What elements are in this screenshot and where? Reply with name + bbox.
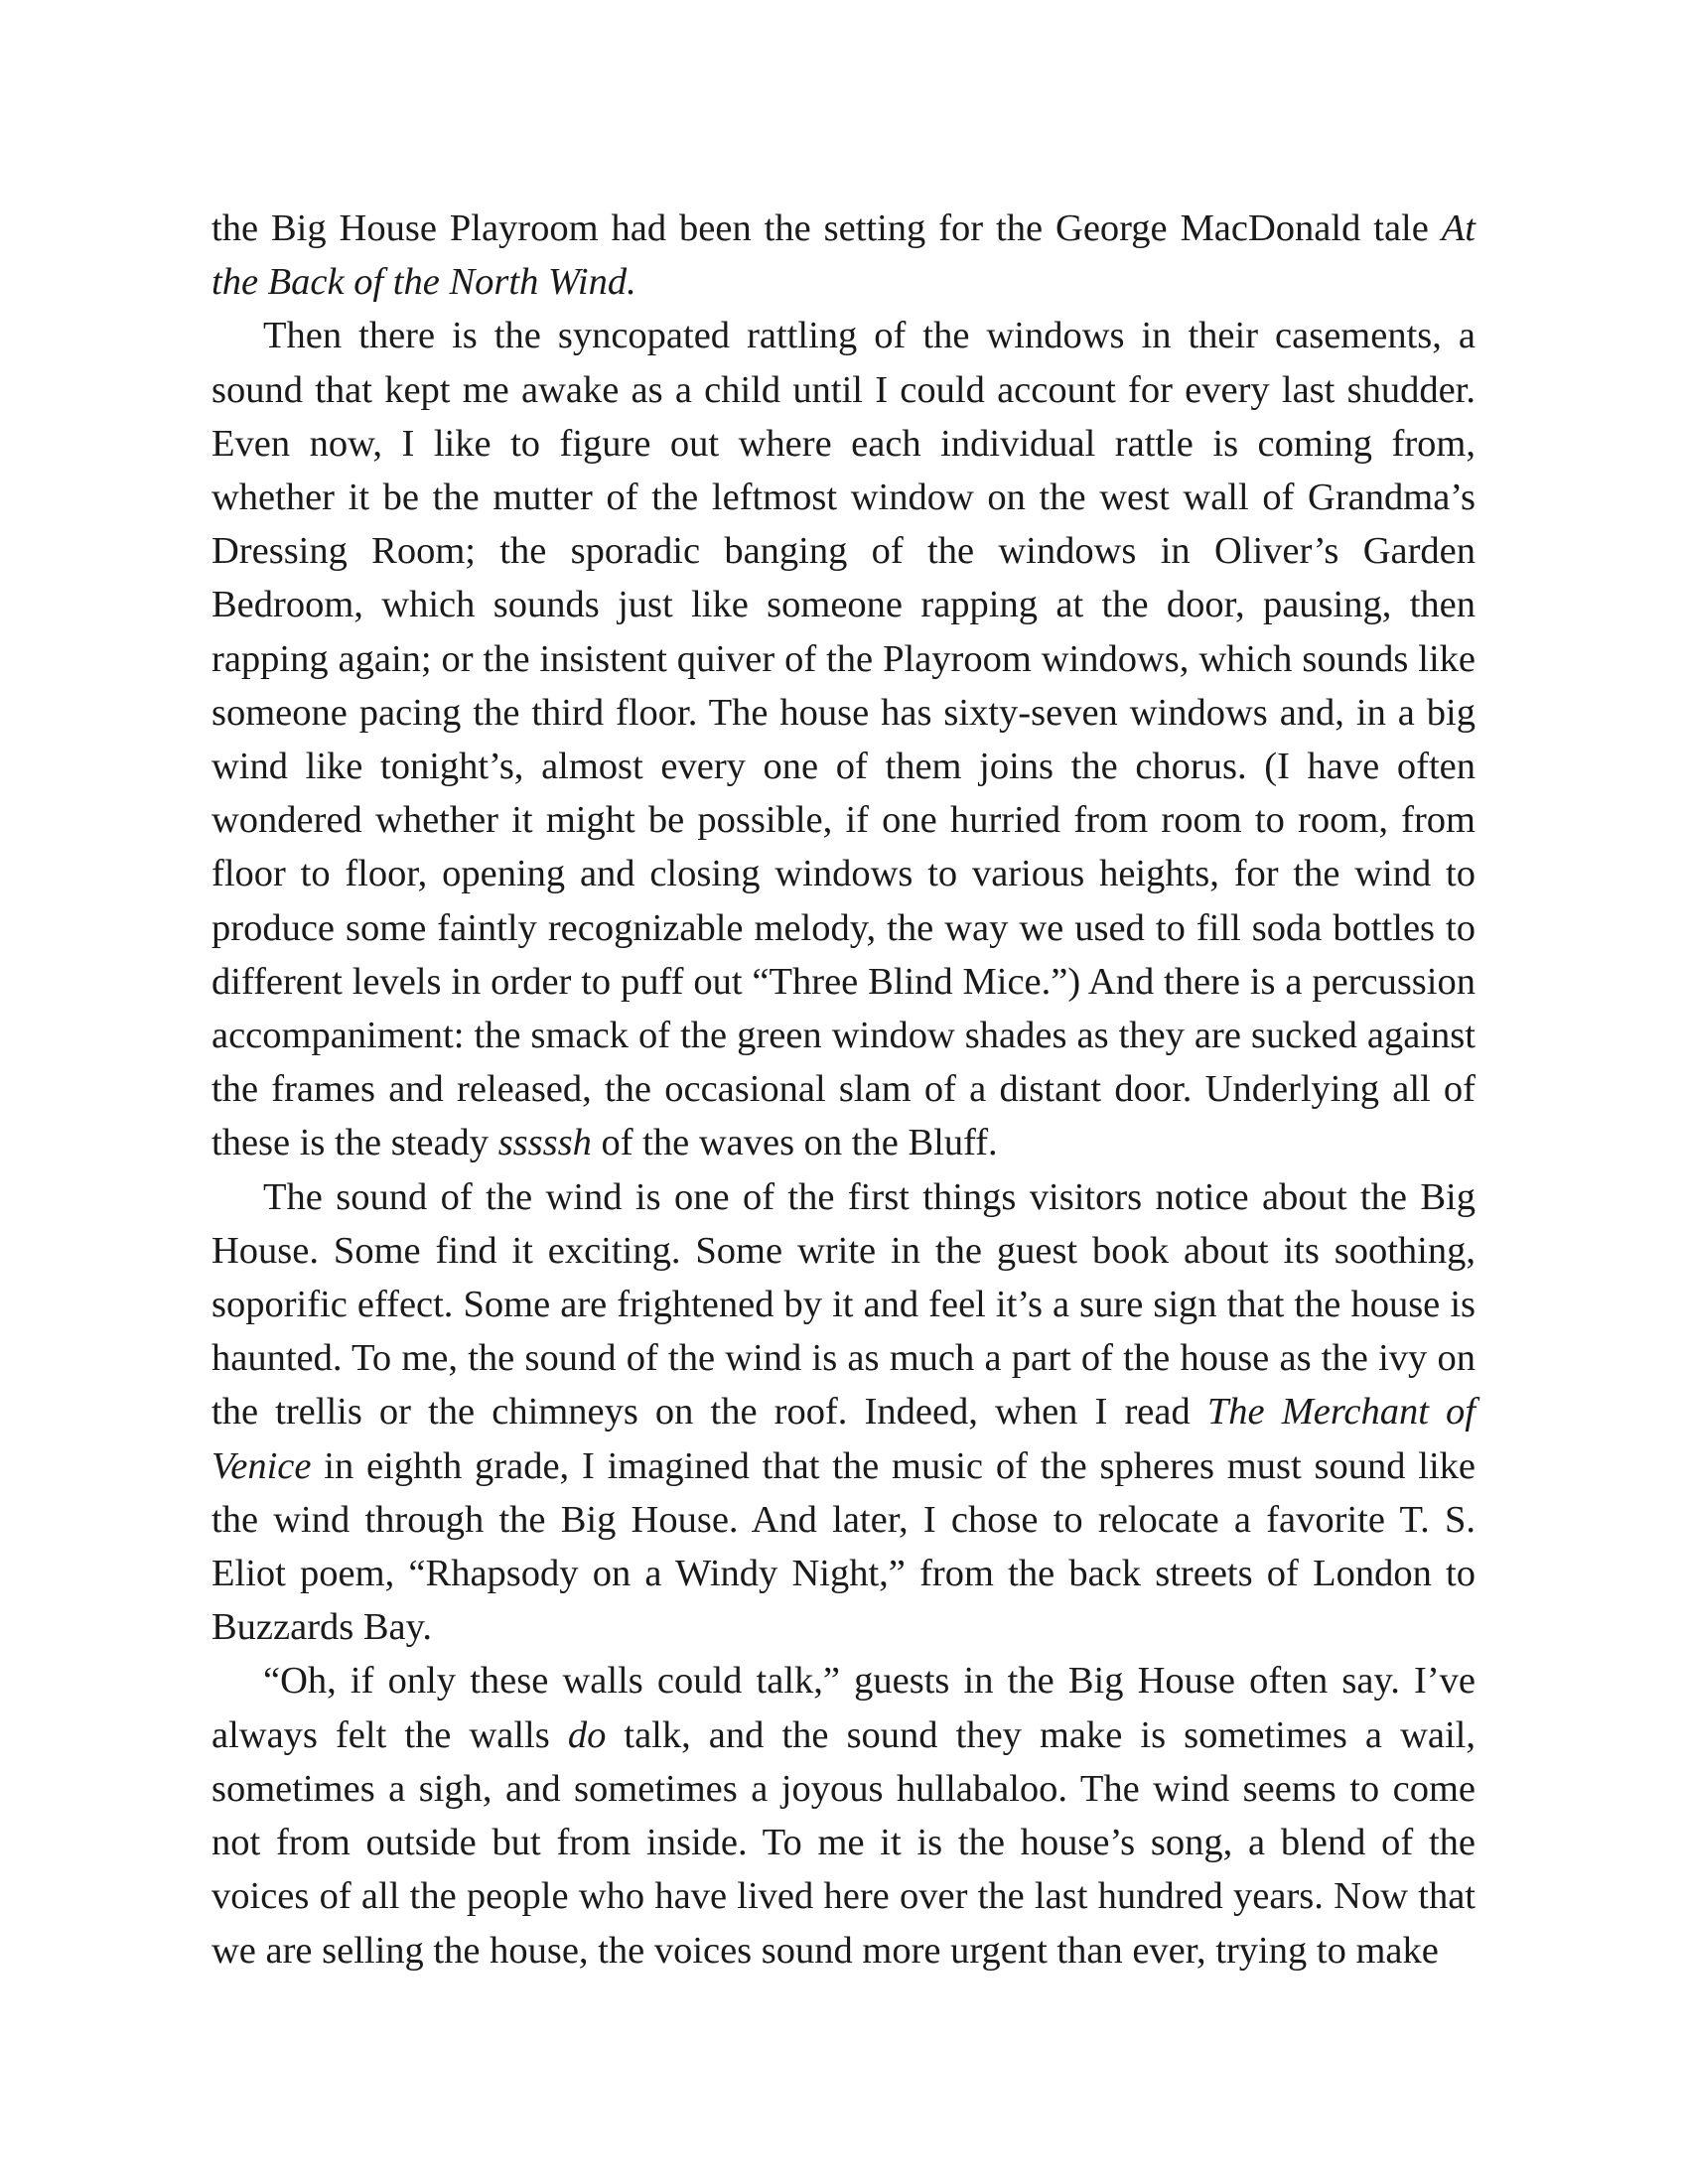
paragraph-4-text-end: talk, and the sound they make is sometimes a wail, sometimes a sigh, and sometimes a joyous hullabaloo. The wind seems to come not from outside but from inside. To me it is the house’s song, a blend of the voices of all the people who have lived here over the last hundred years. Now that we are selling the house, the voices sound more urgent than ever, trying to make — [211, 1713, 1477, 1972]
emphasis-italic: sssssh — [497, 1122, 592, 1164]
emphasis-italic: do — [567, 1713, 607, 1756]
play-title-italic: The Merchant of Venice — [211, 1391, 1476, 1487]
paragraph-2-text: Then there is the syncopated rattling of the windows in their casements, a sound that kept me awake as a child until I could account for every last shudder. Even now, I like to figure out where each individual rattle is coming from, whether it be the mutter of the leftmost window on the west wall of Grandma’s Dressing Room; the sporadic banging of the windows in Oliver’s Garden Bedroom, which sounds just like someone rapping at the door, pausing, then rapping again; or the insistent quiver of the Playroom windows, which sounds like someone pacing the third floor. The house has sixty-seven windows and, in a big wind like tonight’s, almost every one of them joins the chorus. (I have often wondered whether it might be possible, if one hurried from room to room, from floor to floor, opening and closing windows to various heights, for the wind to produce some faintly recognizable melody, the way we used to fill soda bottles to different levels in order to puff out “Three Blind Mice.”) And there is a percussion accompaniment: the smack of the green window shades as they are sucked against the frames and released, the occasional slam of a distant door. Underlying all of these is the steady — [211, 315, 1476, 1164]
paragraph-4 — [211, 1654, 1476, 1977]
paragraph-3-text-end: in eighth grade, I imagined that the music of the spheres must sound like the wind through the Big House. And later, I chose to relocate a favorite T. S. Eliot poem, “Rhapsody on a Windy Night,” from the back streets of London to Buzzards Bay. — [211, 1444, 1476, 1649]
paragraph-1-text: the Big House Playroom had been the setting for the George MacDonald tale — [211, 207, 1442, 249]
paragraph-4-text: “Oh, if only these walls could talk,” guests in the Big House often say. I’ve always felt the walls — [211, 1660, 1476, 1756]
book-title-italic: At the Back of the North Wind. — [211, 207, 1476, 304]
book-page — [211, 202, 1476, 1978]
paragraph-3-text: The sound of the wind is one of the first things visitors notice about the Big House. Some find it exciting. Some write in the guest book about its soothing, soporific effect. Some are frightened by it and feel it’s a sure sign that the house is haunted. To me, the sound of the wind is as much a part of the house as the ivy on the trellis or the chimneys on the roof. Indeed, when I read — [211, 1175, 1476, 1433]
paragraph-2-text-end: of the waves on the Bluff. — [591, 1122, 998, 1164]
paragraph-3 — [211, 1170, 1476, 1655]
paragraph-2 — [211, 309, 1476, 1169]
paragraph-1 — [211, 202, 1476, 309]
